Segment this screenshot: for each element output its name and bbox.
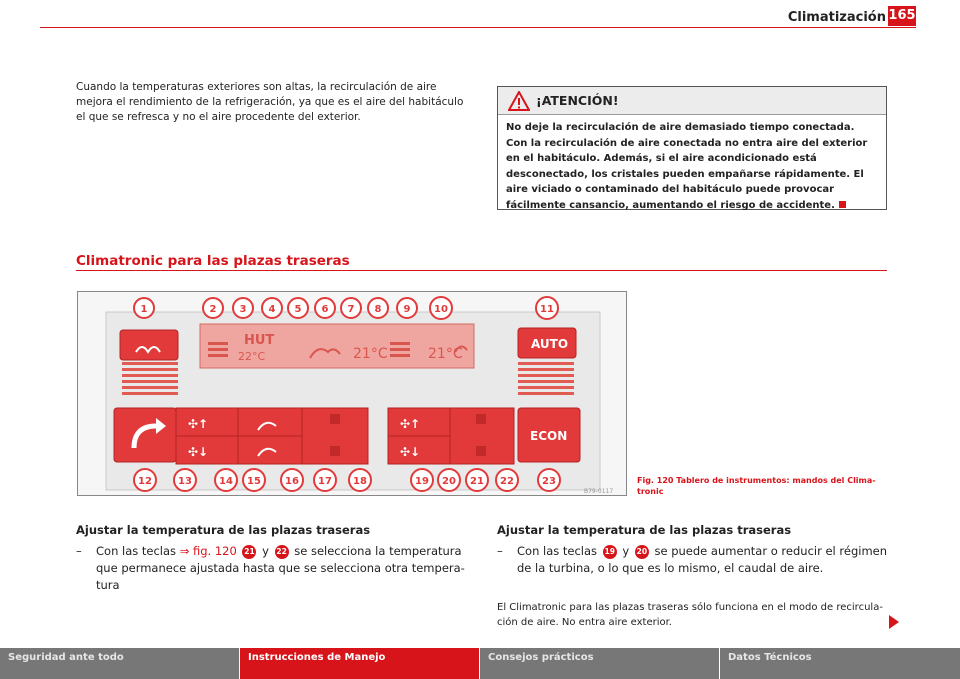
- callout-13: 13: [178, 476, 192, 487]
- next-page-arrow-icon[interactable]: [889, 615, 899, 629]
- auto-label: AUTO: [531, 337, 569, 351]
- lcd-hut: HUT: [244, 333, 275, 348]
- badge-20: 20: [635, 545, 649, 559]
- callout-8: 8: [374, 304, 382, 315]
- footer-tab-seguridad[interactable]: Seguridad ante todo: [0, 648, 240, 679]
- footer-tab-consejos[interactable]: Consejos prácticos: [480, 648, 720, 679]
- callout-12: 12: [138, 476, 152, 487]
- note-paragraph: El Climatronic para las plazas traseras sólo funciona en el modo de recircula-ción de aire. No entra aire exterior.: [497, 602, 883, 628]
- callout-15: 15: [247, 476, 261, 487]
- callout-10: 10: [434, 304, 448, 315]
- end-mark-icon: [839, 201, 846, 208]
- callout-22: 22: [500, 476, 514, 487]
- warning-header: [498, 87, 886, 115]
- svg-text:✣↑: ✣↑: [400, 417, 421, 431]
- callout-23: 23: [542, 476, 556, 487]
- badge-22: 22: [275, 545, 289, 559]
- right-paragraph-text: Con las teclas 19 y 20 se puede aumentar o reducir el régimen de la turbina, o lo que es lo mismo, el caudal de aire.: [517, 544, 888, 575]
- svg-text:✣↓: ✣↓: [188, 445, 209, 459]
- header-title: Climatización: [787, 10, 886, 25]
- header-rule: [40, 27, 916, 28]
- warning-title: ¡ATENCIÓN!: [536, 93, 619, 108]
- footer-tab-instrucciones[interactable]: Instrucciones de Manejo: [240, 648, 480, 679]
- left-paragraph-text: Con las teclas ⇒ fig. 120 21 y 22 se selecciona la temperatura que permanece ajustada hasta que se selecciona otra tempera-tura: [96, 544, 465, 592]
- callout-4: 4: [268, 304, 276, 315]
- recirculation-button: [114, 408, 176, 462]
- section-title: Climatronic para las plazas traseras: [76, 253, 350, 269]
- climatronic-figure: [77, 291, 627, 496]
- fig-120-link[interactable]: ⇒ fig. 120: [179, 544, 237, 558]
- air-distribution-down-button: [238, 436, 302, 464]
- callout-11: 11: [540, 304, 554, 315]
- svg-text:✣↑: ✣↑: [188, 417, 209, 431]
- left-paragraph: [76, 543, 466, 594]
- econ-label: ECON: [530, 429, 568, 443]
- callout-19: 19: [415, 476, 429, 487]
- list-dash: –: [76, 544, 82, 558]
- right-heading: Ajustar la temperatura de las plazas traseras: [497, 523, 792, 537]
- callout-16: 16: [285, 476, 299, 487]
- warning-box: [497, 86, 887, 210]
- lcd-temp-1: 22°C: [238, 350, 266, 363]
- callout-21: 21: [470, 476, 484, 487]
- page-number: 165: [888, 6, 916, 26]
- section-rule: [76, 270, 887, 271]
- badge-21: 21: [242, 545, 256, 559]
- callout-2: 2: [209, 304, 217, 315]
- callout-14: 14: [219, 476, 233, 487]
- footer-tab-datos[interactable]: Datos Técnicos: [728, 652, 812, 663]
- list-dash: –: [497, 544, 503, 558]
- callout-3: 3: [239, 304, 247, 315]
- left-heading: Ajustar la temperatura de las plazas traseras: [76, 523, 371, 537]
- callout-18: 18: [353, 476, 367, 487]
- callout-1: 1: [140, 304, 148, 315]
- badge-19: 19: [603, 545, 617, 559]
- warning-text: No deje la recirculación de aire demasiado tiempo conectada. Con la recirculación de aire conectada no entra aire del exterior en el habitáculo. Además, si el aire acondicionado está desconectado, los cristales pueden empañarse rápidamente. El aire viciado o contaminado del habitáculo puede provocar fácilmente cansancio, aumentando el riesgo de accidente.: [506, 122, 868, 211]
- callout-9: 9: [403, 304, 411, 315]
- rear-defrost-button: [120, 330, 178, 360]
- warning-icon: [508, 91, 530, 111]
- figure-caption: Fig. 120 Tablero de instrumentos: mandos del Clima-tronic: [637, 476, 876, 496]
- right-paragraph: [497, 543, 889, 577]
- callout-5: 5: [294, 304, 302, 315]
- climatronic-panel-illustration: [78, 292, 627, 496]
- intro-paragraph: Cuando la temperaturas exteriores son altas, la recirculación de aire mejora el rendimiento de la refrigeración, ya que es el aire del habitáculo el que se refresca y no el aire procedente del exterior.: [76, 81, 464, 123]
- lcd-temp-2: 21°C: [353, 346, 388, 362]
- svg-text:✣↓: ✣↓: [400, 445, 421, 459]
- callout-6: 6: [321, 304, 329, 315]
- callout-7: 7: [347, 304, 355, 315]
- callout-17: 17: [318, 476, 332, 487]
- lcd-temp-3: 21°C: [428, 346, 463, 362]
- warning-body: [498, 115, 886, 213]
- callout-20: 20: [442, 476, 456, 487]
- footer-nav: [0, 648, 960, 679]
- figure-code: B79-0117: [584, 488, 614, 495]
